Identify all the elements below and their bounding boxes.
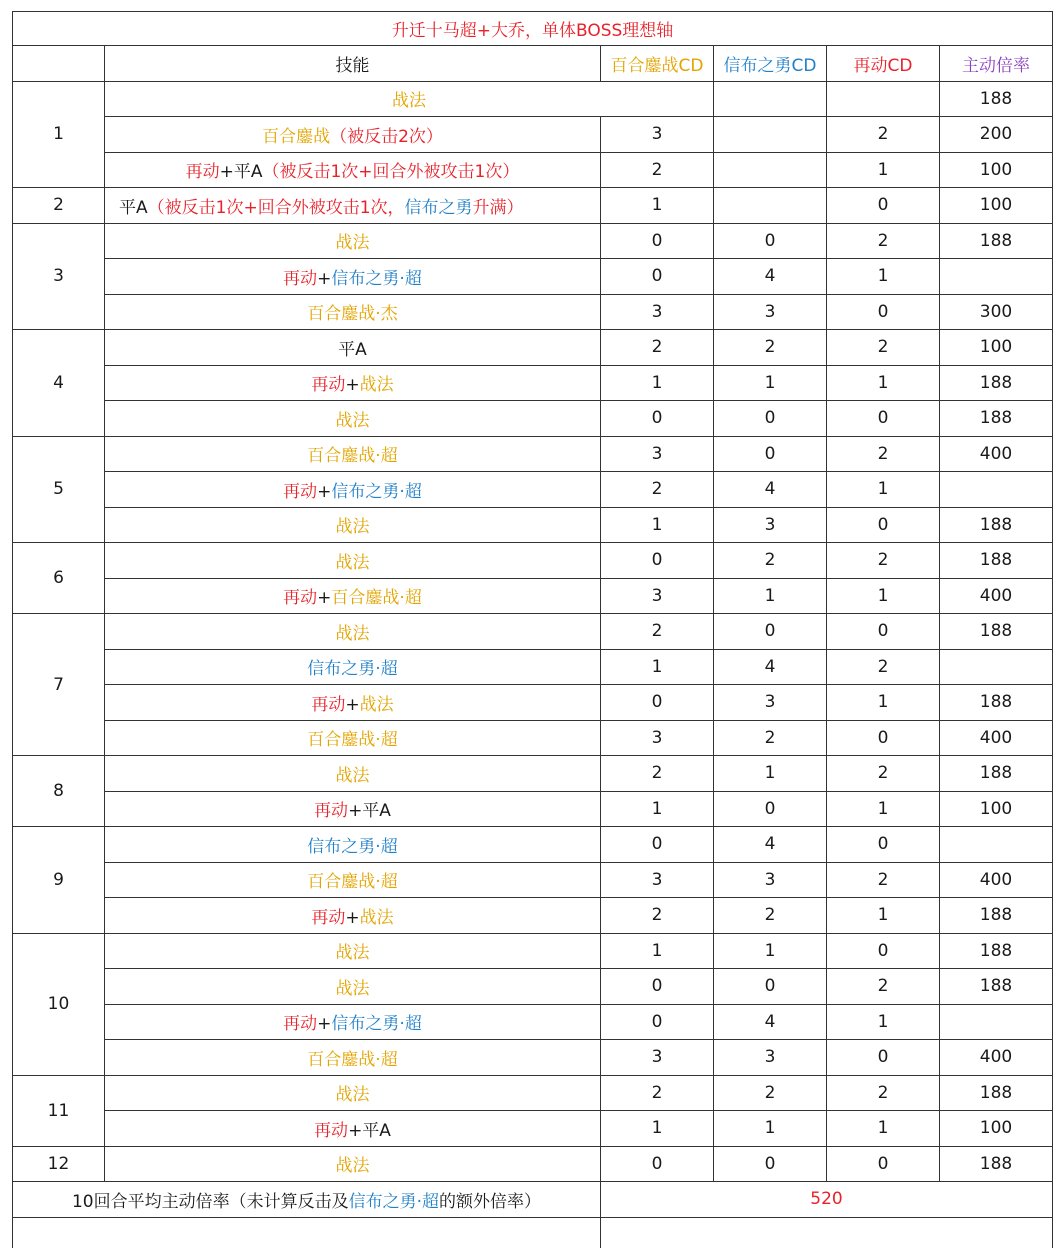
round-number: 8 [13,756,105,827]
skill-segment: 百合鏖战·超 [307,872,398,893]
skill-segment: 百合鏖战 [262,126,331,147]
skill-cell [105,117,601,153]
skill-segment: 信布之勇·超 [307,659,398,680]
skill-segment: 信布之勇·超 [331,481,422,502]
cd2-cell: 0 [714,401,827,437]
multiplier-cell: 188 [940,365,1053,401]
cd1-cell: 2 [601,472,714,508]
skill-cell [105,614,601,650]
skill-cell [105,720,601,756]
cd2-cell: 3 [714,1040,827,1076]
table-body [13,81,1053,1248]
skill-segment: 战法 [359,694,394,715]
multiplier-cell [940,649,1053,685]
round-number: 7 [13,614,105,756]
table-row [13,543,1053,579]
cd2-cell: 2 [714,543,827,579]
skill-segment: 信布之勇·超 [307,836,398,857]
cd2-cell [714,188,827,224]
table-row [13,1004,1053,1040]
skill-segment: + [317,268,332,289]
cd2-cell: 4 [714,649,827,685]
table-row [13,969,1053,1005]
cd1-cell: 2 [601,756,714,792]
table-row [13,401,1053,437]
multiplier-cell: 100 [940,330,1053,366]
column-header: 主动倍率 [940,46,1053,82]
header-row [13,46,1053,82]
cd1-cell: 0 [601,223,714,259]
cd3-cell: 2 [827,1075,940,1111]
cd1-cell: 1 [601,791,714,827]
cd1-cell: 2 [601,1075,714,1111]
table-row [13,1040,1053,1076]
skill-cell [105,898,601,934]
skill-segment: +平A [219,162,263,183]
cd2-cell: 3 [714,507,827,543]
multiplier-cell: 188 [940,898,1053,934]
skill-segment: 百合鏖战·超 [307,446,398,467]
cd3-cell: 0 [827,188,940,224]
cd1-cell: 3 [601,862,714,898]
table-row [13,259,1053,295]
multiplier-cell: 188 [940,685,1053,721]
multiplier-cell: 400 [940,1040,1053,1076]
skill-segment: 信布之勇·超 [331,268,422,289]
multiplier-cell: 188 [940,969,1053,1005]
skill-segment: 再动 [283,268,318,289]
skill-rotation-table [12,11,1053,1248]
cd3-cell: 0 [827,933,940,969]
skill-segment: 10回合平均主动倍率（未计算反击及 [71,1191,349,1212]
skill-segment: + [317,1014,332,1035]
skill-segment: 百合鏖战·杰 [307,304,398,325]
round-number: 4 [13,330,105,437]
table-row [13,791,1053,827]
cd1-cell: 1 [601,649,714,685]
skill-segment: 再动 [283,588,318,609]
cd2-cell: 2 [714,330,827,366]
skill-segment: 再动 [185,162,220,183]
skill-segment: + [345,375,360,396]
table-row [13,1075,1053,1111]
cd3-cell: 2 [827,436,940,472]
skill-segment: （被反击2次） [330,126,443,147]
skill-cell [105,969,601,1005]
cd2-cell [714,117,827,153]
cd2-cell: 0 [714,436,827,472]
skill-segment: 战法 [335,517,370,538]
skill-segment: 战法 [335,1156,370,1177]
column-header: 再动CD [827,46,940,82]
multiplier-cell: 188 [940,614,1053,650]
skill-segment: 再动 [283,481,318,502]
table-row [13,1111,1053,1147]
cd1-cell: 1 [601,1111,714,1147]
cd3-cell: 2 [827,223,940,259]
skill-cell [105,294,601,330]
cd3-cell: 0 [827,827,940,863]
trailing-row [13,1217,1053,1248]
multiplier-cell: 188 [940,81,1053,117]
cd2-cell: 0 [714,969,827,1005]
skill-cell [105,365,601,401]
skill-cell [105,756,601,792]
skill-segment: 战法 [335,410,370,431]
skill-segment: （被反击1次+回合外被攻击1次， [147,197,405,218]
skill-cell [105,401,601,437]
round-number: 12 [13,1146,105,1182]
skill-cell [105,578,601,614]
cd3-cell: 0 [827,401,940,437]
cd2-cell: 4 [714,1004,827,1040]
multiplier-cell: 188 [940,223,1053,259]
skill-cell [105,649,601,685]
multiplier-cell [940,1004,1053,1040]
cd2-cell: 4 [714,472,827,508]
skill-cell [105,1004,601,1040]
cd3-cell: 1 [827,259,940,295]
cd3-cell: 0 [827,507,940,543]
skill-segment: 战法 [359,907,394,928]
multiplier-cell: 188 [940,933,1053,969]
round-number: 6 [13,543,105,614]
cd1-cell: 1 [601,507,714,543]
multiplier-cell: 400 [940,578,1053,614]
cd2-cell: 2 [714,1075,827,1111]
skill-segment: （被反击1次+回合外被攻击1次） [262,162,520,183]
table-row [13,685,1053,721]
round-number: 2 [13,188,105,224]
table-row [13,756,1053,792]
cd2-cell: 0 [714,791,827,827]
skill-segment: 百合鏖战·超 [307,1049,398,1070]
cd2-cell [714,81,827,117]
cd1-cell: 3 [601,578,714,614]
multiplier-cell: 100 [940,152,1053,188]
cd1-cell: 0 [601,685,714,721]
skill-segment: 的额外倍率） [439,1191,542,1212]
cd3-cell: 1 [827,791,940,827]
skill-segment: 再动 [314,1120,349,1141]
cd1-cell: 0 [601,259,714,295]
cd1-cell: 3 [601,294,714,330]
round-number: 11 [13,1075,105,1146]
multiplier-cell: 400 [940,862,1053,898]
multiplier-cell: 188 [940,756,1053,792]
cd2-cell: 2 [714,720,827,756]
cd3-cell: 1 [827,152,940,188]
table-row [13,933,1053,969]
cd3-cell: 1 [827,578,940,614]
multiplier-cell: 200 [940,117,1053,153]
trailing-cell [601,1217,1053,1248]
skill-segment: 升满） [472,197,524,218]
multiplier-cell: 188 [940,1075,1053,1111]
cd1-cell: 3 [601,720,714,756]
skill-segment: 战法 [359,375,394,396]
table-row [13,827,1053,863]
skill-cell [105,330,601,366]
skill-cell [105,1146,601,1182]
skill-cell [105,543,601,579]
cd2-cell: 1 [714,933,827,969]
skill-segment: +平A [348,801,391,822]
cd1-cell: 2 [601,614,714,650]
skill-segment: 信布之勇·超 [348,1191,440,1212]
skill-cell [105,436,601,472]
skill-cell [105,188,601,224]
table-row [13,81,1053,117]
multiplier-cell [940,259,1053,295]
skill-segment: 百合鏖战·超 [307,730,398,751]
table-row [13,188,1053,224]
cd2-cell: 2 [714,898,827,934]
column-header: 技能 [105,46,601,82]
round-number: 3 [13,223,105,330]
skill-segment: 战法 [335,1085,370,1106]
trailing-cell [13,1217,601,1248]
cd1-cell: 0 [601,1004,714,1040]
skill-segment: 再动 [283,1014,318,1035]
skill-segment: + [345,694,360,715]
skill-cell [105,685,601,721]
cd3-cell [827,81,940,117]
skill-segment: 战法 [335,943,370,964]
cd3-cell: 1 [827,1004,940,1040]
skill-cell [105,152,601,188]
cd1-cell: 0 [601,401,714,437]
cd2-cell: 4 [714,259,827,295]
table-row [13,152,1053,188]
skill-cell [105,933,601,969]
skill-segment: 信布之勇·超 [331,1014,422,1035]
cd3-cell: 1 [827,685,940,721]
cd3-cell: 0 [827,1040,940,1076]
skill-segment: 再动 [311,375,346,396]
multiplier-cell: 100 [940,1111,1053,1147]
round-number: 1 [13,81,105,188]
cd2-cell: 4 [714,827,827,863]
table-row [13,1146,1053,1182]
column-header: 信布之勇CD [714,46,827,82]
table-row [13,365,1053,401]
cd1-cell: 1 [601,365,714,401]
skill-cell [105,1111,601,1147]
multiplier-cell: 100 [940,791,1053,827]
cd2-cell: 1 [714,1111,827,1147]
table-row [13,507,1053,543]
table-row [13,472,1053,508]
skill-segment: 再动 [311,694,346,715]
skill-segment: 信布之勇 [404,197,473,218]
skill-segment: + [345,907,360,928]
cd2-cell: 0 [714,223,827,259]
skill-cell [105,827,601,863]
cd3-cell: 0 [827,614,940,650]
summary-label [13,1182,601,1218]
cd1-cell: 3 [601,436,714,472]
skill-cell [105,507,601,543]
round-number: 9 [13,827,105,934]
skill-segment: 百合鏖战·超 [331,588,422,609]
round-number: 5 [13,436,105,543]
round-number: 10 [13,933,105,1075]
multiplier-cell: 188 [940,507,1053,543]
table-row [13,223,1053,259]
cd1-cell: 0 [601,1146,714,1182]
table-row [13,117,1053,153]
skill-segment: 战法 [335,233,370,254]
cd1-cell: 2 [601,330,714,366]
cd1-cell: 1 [601,933,714,969]
table-row [13,578,1053,614]
skill-segment: 平A [119,197,148,218]
cd1-cell: 3 [601,117,714,153]
cd2-cell: 1 [714,578,827,614]
cd3-cell: 0 [827,720,940,756]
skill-segment: + [317,588,332,609]
cd3-cell: 1 [827,472,940,508]
summary-value: 520 [601,1182,1053,1218]
cd3-cell: 2 [827,117,940,153]
table-row [13,614,1053,650]
skill-cell [105,862,601,898]
summary-row [13,1182,1053,1218]
cd3-cell: 2 [827,330,940,366]
multiplier-cell: 188 [940,1146,1053,1182]
cd3-cell: 0 [827,294,940,330]
skill-cell [105,472,601,508]
multiplier-cell: 400 [940,720,1053,756]
table-row [13,898,1053,934]
cd3-cell: 0 [827,1146,940,1182]
table-row [13,330,1053,366]
cd2-cell: 0 [714,614,827,650]
cd2-cell: 1 [714,365,827,401]
skill-segment: + [317,481,332,502]
cd3-cell: 2 [827,969,940,1005]
skill-segment: 战法 [392,91,426,112]
skill-segment: +平A [348,1120,391,1141]
multiplier-cell [940,472,1053,508]
cd2-cell: 3 [714,294,827,330]
cd1-cell: 3 [601,1040,714,1076]
cd1-cell: 2 [601,898,714,934]
cd3-cell: 2 [827,862,940,898]
column-header [13,46,105,82]
multiplier-cell: 188 [940,401,1053,437]
skill-segment: 再动 [314,801,349,822]
column-header: 百合鏖战CD [601,46,714,82]
cd3-cell: 2 [827,543,940,579]
cd2-cell: 1 [714,756,827,792]
skill-cell [105,223,601,259]
skill-segment: 战法 [335,623,370,644]
table-row [13,862,1053,898]
table-row [13,649,1053,685]
cd2-cell: 3 [714,862,827,898]
multiplier-cell: 400 [940,436,1053,472]
cd3-cell: 1 [827,1111,940,1147]
skill-cell [105,259,601,295]
cd1-cell: 1 [601,188,714,224]
multiplier-cell: 300 [940,294,1053,330]
cd2-cell: 3 [714,685,827,721]
cd1-cell: 0 [601,969,714,1005]
skill-segment: 战法 [335,978,370,999]
table-row [13,294,1053,330]
cd3-cell: 2 [827,649,940,685]
table-title: 升迁十马超+大乔，单体BOSS理想轴 [13,12,1053,46]
skill-cell [105,81,714,117]
skill-cell [105,1040,601,1076]
table-row [13,720,1053,756]
table-row [13,436,1053,472]
cd1-cell: 0 [601,827,714,863]
skill-segment: 战法 [335,552,370,573]
cd3-cell: 2 [827,756,940,792]
skill-segment: 平A [338,339,367,360]
multiplier-cell: 188 [940,543,1053,579]
cd2-cell: 0 [714,1146,827,1182]
cd3-cell: 1 [827,898,940,934]
cd3-cell: 1 [827,365,940,401]
skill-cell [105,791,601,827]
cd2-cell [714,152,827,188]
multiplier-cell [940,827,1053,863]
cd1-cell: 0 [601,543,714,579]
skill-segment: 战法 [335,765,370,786]
cd1-cell: 2 [601,152,714,188]
skill-cell [105,1075,601,1111]
multiplier-cell: 100 [940,188,1053,224]
skill-segment: 再动 [311,907,346,928]
